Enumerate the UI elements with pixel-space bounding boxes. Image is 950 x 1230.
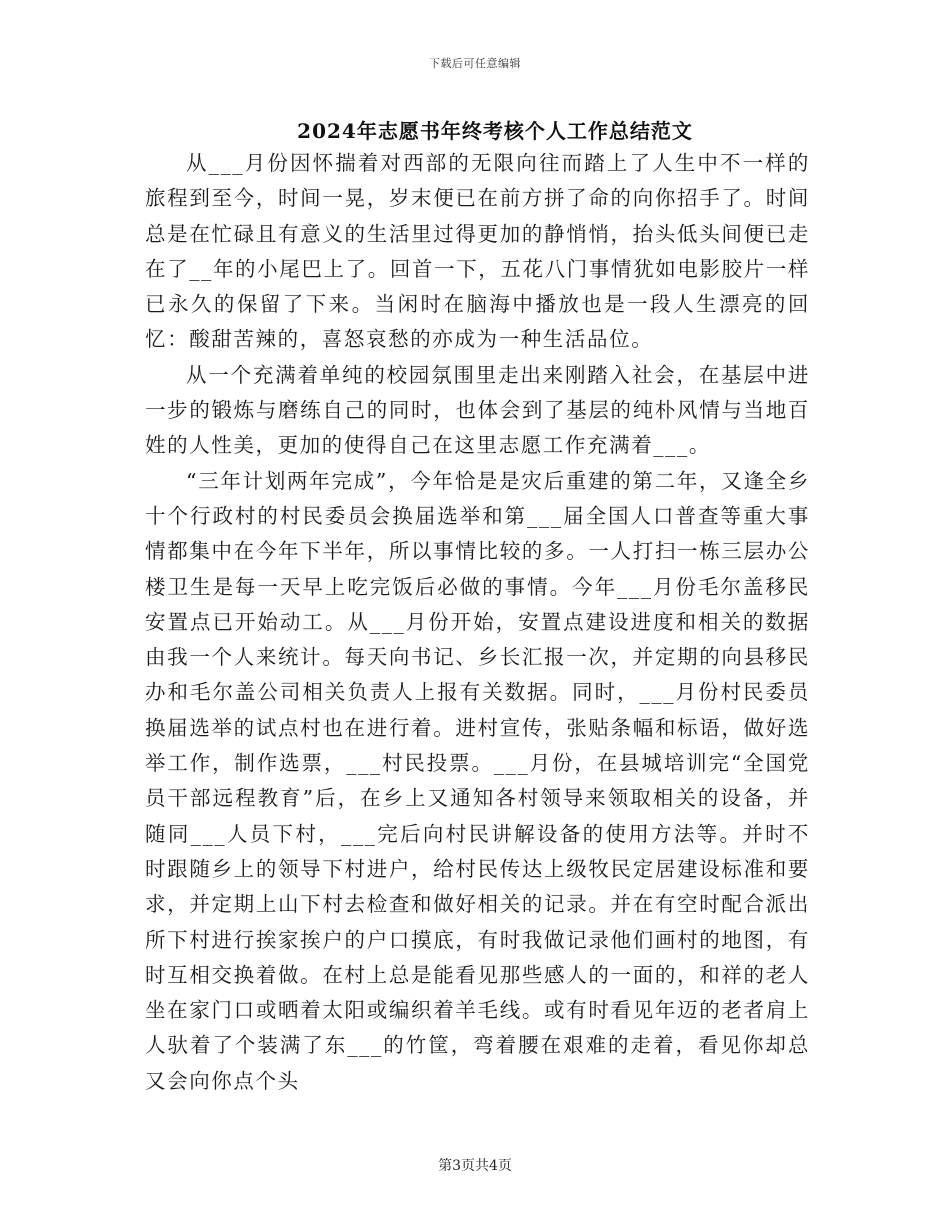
paragraph: “三年计划两年完成”，今年恰是是灾后重建的第二年，又逢全乡十个行政村的村民委员会换届选举和第___届全国人口普查等重大事情都集中在今年下半年，所以事情比较的多。一人打扫一栋三层办公楼卫生是每一天早上吃完饭后必做的事情。今年___月份毛尔盖移民安置点已开始动工。从___月份开始，安置点建设进度和相关的数据由我一个人来统计。每天向书记、乡长汇报一次，并定期的向县移民办和毛尔盖公司相关负责人上报有关数据。同时，___月份村民委员换届选举的试点村也在进行着。进村宣传，张贴条幅和标语，做好选举工作，制作选票，___村民投票。___月份，在县城培训完“全国党员干部远程教育”后，在乡上又通知各村领导来领取相关的设备，并随同___人员下村，___完后向村民讲解设备的使用方法等。并时不时跟随乡上的领导下村进户，给村民传达上级牧民定居建设标准和要求，并定期上山下村去检查和做好相关的记录。并在有空时配合派出所下村进行挨家挨户的户口摸底，有时我做记录他们画村的地图，有时互相交换着做。在村上总是能看见那些感人的一面的，和祥的老人坐在家门口或晒着太阳或编织着羊毛线。或有时看见年迈的老者肩上人驮着了个装满了东___的竹筐，弯着腰在艰难的走着，看见你却总又会向你点个头: [145, 468, 810, 1093]
document-body: [145, 146, 810, 1099]
document-title: 2024年志愿书年终考核个人工作总结范文: [297, 119, 693, 143]
header-note: 下载后可任意编辑: [429, 57, 521, 70]
page-footer: 第3页共4页: [438, 1158, 512, 1174]
paragraph: 从一个充满着单纯的校园氛围里走出来刚踏入社会，在基层中进一步的锻炼与磨练自己的同时，也体会到了基层的纯朴风情与当地百姓的人性美，更加的使得自己在这里志愿工作充满着___。: [145, 362, 810, 458]
paragraph: 从___月份因怀揣着对西部的无限向往而踏上了人生中不一样的旅程到至今，时间一晃，岁末便已在前方拼了命的向你招手了。时间总是在忙碌且有意义的生活里过得更加的静悄悄，抬头低头间便已走在了__年的小尾巴上了。回首一下，五花八门事情犹如电影胶片一样已永久的保留了下来。当闲时在脑海中播放也是一段人生漂亮的回忆：酸甜苦辣的，喜怒哀愁的亦成为一种生活品位。: [145, 151, 810, 352]
